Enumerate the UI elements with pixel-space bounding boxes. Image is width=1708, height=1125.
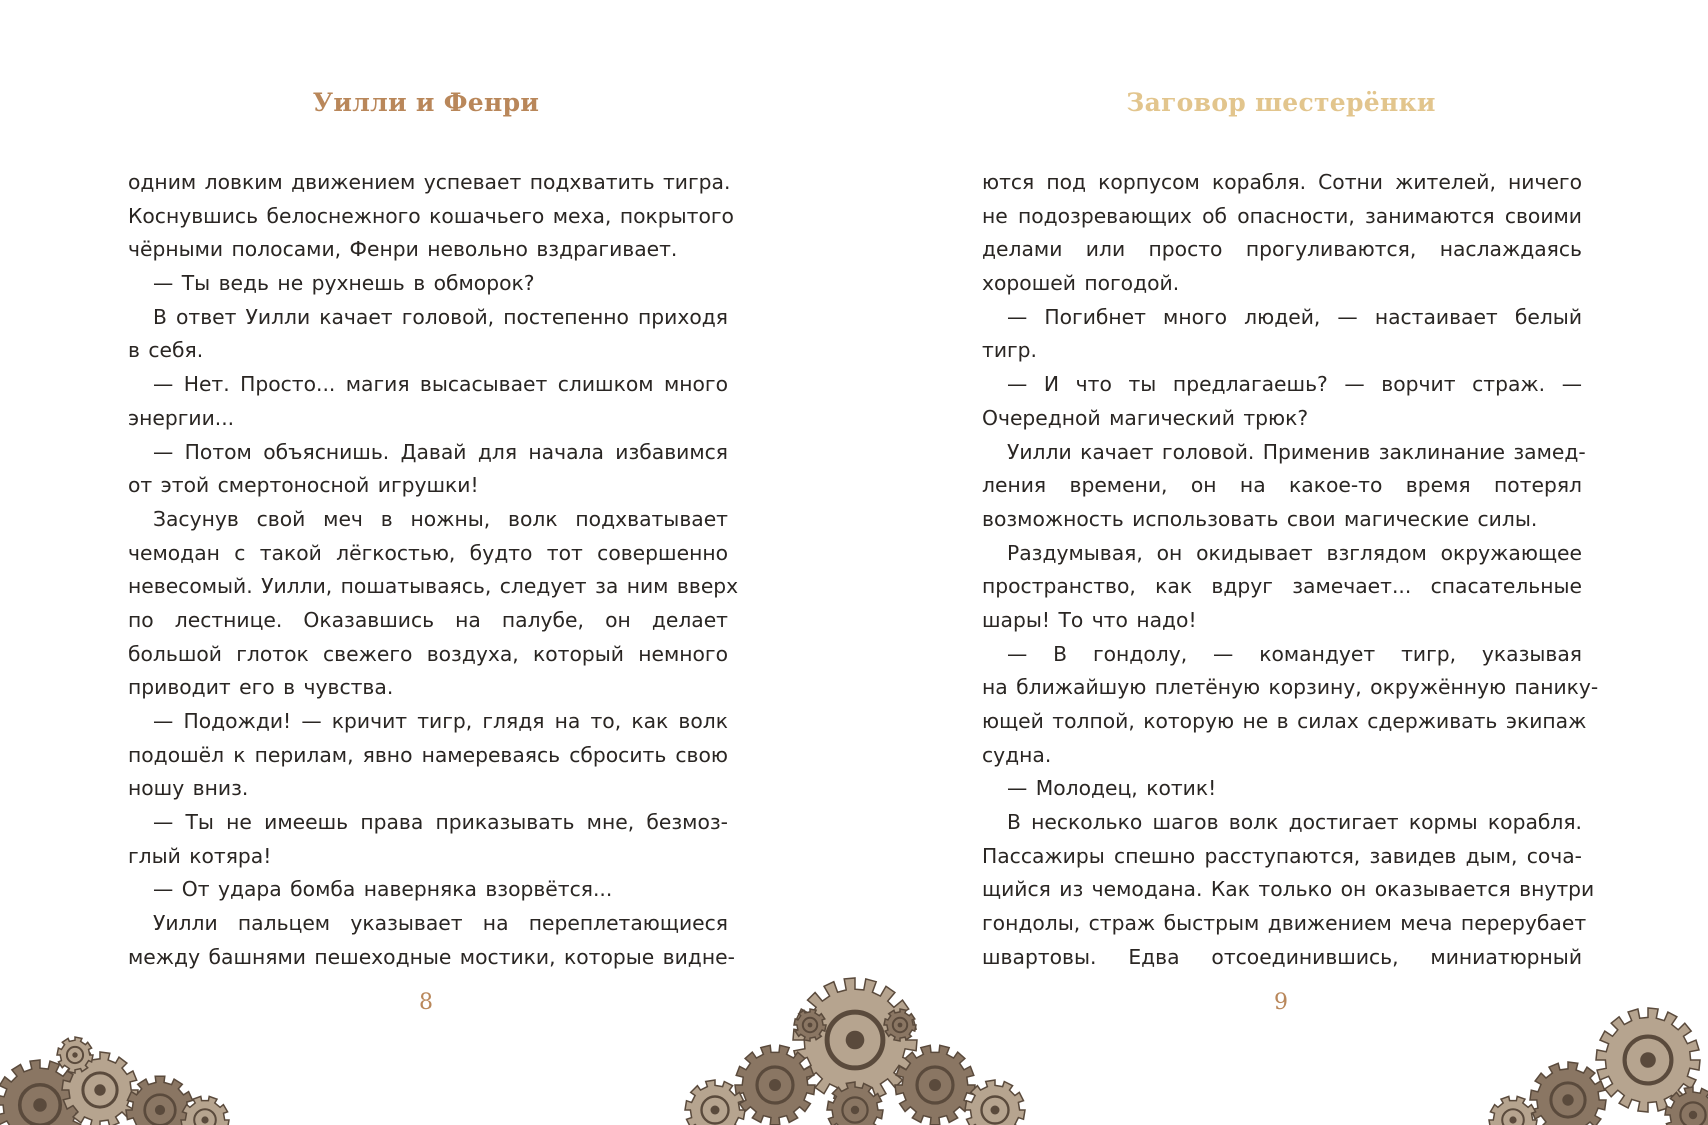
text-line: тигр. xyxy=(982,338,1037,363)
text-line: Раздумывая, он окидывает взглядом окружающее xyxy=(1007,540,1582,565)
gear-cluster-left-icon xyxy=(0,985,240,1125)
text-line: — Подожди! — кричит тигр, глядя на то, как волк xyxy=(153,709,728,733)
text-line: — От удара бомба наверняка взорвётся... xyxy=(153,877,613,902)
text-line: В ответ Уилли качает головой, постепенно приходя xyxy=(153,304,728,329)
text-line: гондолы, страж быстрым движением меча перерубает xyxy=(982,911,1587,936)
text-line: невесомый. Уилли, пошатываясь, следует за ним вверх xyxy=(128,574,739,599)
text-line: пространство, как вдруг замечает... спасательные xyxy=(982,574,1582,599)
text-line: по лестнице. Оказавшись на палубе, он делает xyxy=(128,607,728,632)
text-line: ношу вниз. xyxy=(128,776,249,801)
text-line: чёрными полосами, Фенри невольно вздрагивает. xyxy=(128,237,678,262)
text-line: Пассажиры спешно расступаются, завидев дым, соча- xyxy=(982,843,1582,868)
right-text-block xyxy=(982,166,1599,975)
text-line: не подозревающих об опасности, занимаются своими xyxy=(982,203,1582,228)
text-line: Уилли пальцем указывает на переплетающиеся xyxy=(153,911,728,936)
text-line: Коснувшись белоснежного кошачьего меха, покрытого xyxy=(128,203,734,228)
left-page-number: 8 xyxy=(419,990,433,1015)
text-line: ющей толпой, которую не в силах сдерживать экипаж xyxy=(982,709,1587,733)
text-line: глый котяра! xyxy=(128,843,272,868)
right-page xyxy=(854,0,1708,1125)
text-line: шары! То что надо! xyxy=(982,607,1197,632)
text-line: — И что ты предлагаешь? — ворчит страж. — xyxy=(1007,372,1582,397)
text-line: чемодан с такой лёгкостью, будто тот совершенно xyxy=(128,540,728,565)
text-line: Очередной магический трюк? xyxy=(982,405,1309,430)
text-line: — Ты ведь не рухнешь в обморок? xyxy=(153,271,535,296)
right-page-number: 9 xyxy=(1274,990,1288,1015)
text-line: ются под корпусом корабля. Сотни жителей, ничего xyxy=(982,170,1582,194)
text-line: возможность использовать свои магические силы. xyxy=(982,506,1538,531)
text-line: — В гондолу, — командует тигр, указывая xyxy=(1007,641,1582,666)
text-line: щийся из чемодана. Как только он оказывается внутри xyxy=(982,877,1595,902)
text-line: одним ловким движением успевает подхватить тигра. xyxy=(128,170,731,194)
text-line: между башнями пешеходные мостики, которые видне- xyxy=(128,944,735,969)
left-running-head: Уилли и Фенри xyxy=(312,88,540,117)
text-line: — Молодец, котик! xyxy=(1007,776,1217,801)
text-line: Засунув свой меч в ножны, волк подхватывает xyxy=(153,506,728,531)
right-running-head: Заговор шестерёнки xyxy=(1126,88,1436,117)
text-line: приводит его в чувства. xyxy=(128,675,394,700)
text-line: швартовы. Едва отсоединившись, миниатюрный xyxy=(982,944,1582,969)
gear-cluster-center-icon xyxy=(660,965,1050,1125)
text-line: на ближайшую плетёную корзину, окружённую панику- xyxy=(982,675,1599,700)
text-line: от этой смертоносной игрушки! xyxy=(128,473,479,498)
gear-cluster-right-icon xyxy=(1488,975,1708,1125)
text-line: в себя. xyxy=(128,338,204,363)
text-line: ления времени, он на какое-то время потерял xyxy=(982,473,1582,498)
text-line: — Нет. Просто... магия высасывает слишком много xyxy=(153,372,728,397)
text-line: энергии... xyxy=(128,405,235,430)
text-line: большой глоток свежего воздуха, который немного xyxy=(128,641,728,666)
left-text-block xyxy=(128,166,739,975)
text-line: — Потом объяснишь. Давай для начала избавимся xyxy=(153,439,728,464)
text-line: — Ты не имеешь права приказывать мне, безмоз- xyxy=(153,810,728,835)
text-line: подошёл к перилам, явно намереваясь сбросить свою xyxy=(128,742,728,767)
text-line: — Погибнет много людей, — настаивает белый xyxy=(1007,304,1582,329)
text-line: В несколько шагов волк достигает кормы корабля. xyxy=(1007,810,1582,835)
text-line: делами или просто прогуливаются, наслаждаясь xyxy=(982,237,1582,262)
text-line: хорошей погодой. xyxy=(982,271,1180,296)
text-line: Уилли качает головой. Применив заклинание замед- xyxy=(1007,439,1586,464)
text-line: судна. xyxy=(982,742,1052,767)
